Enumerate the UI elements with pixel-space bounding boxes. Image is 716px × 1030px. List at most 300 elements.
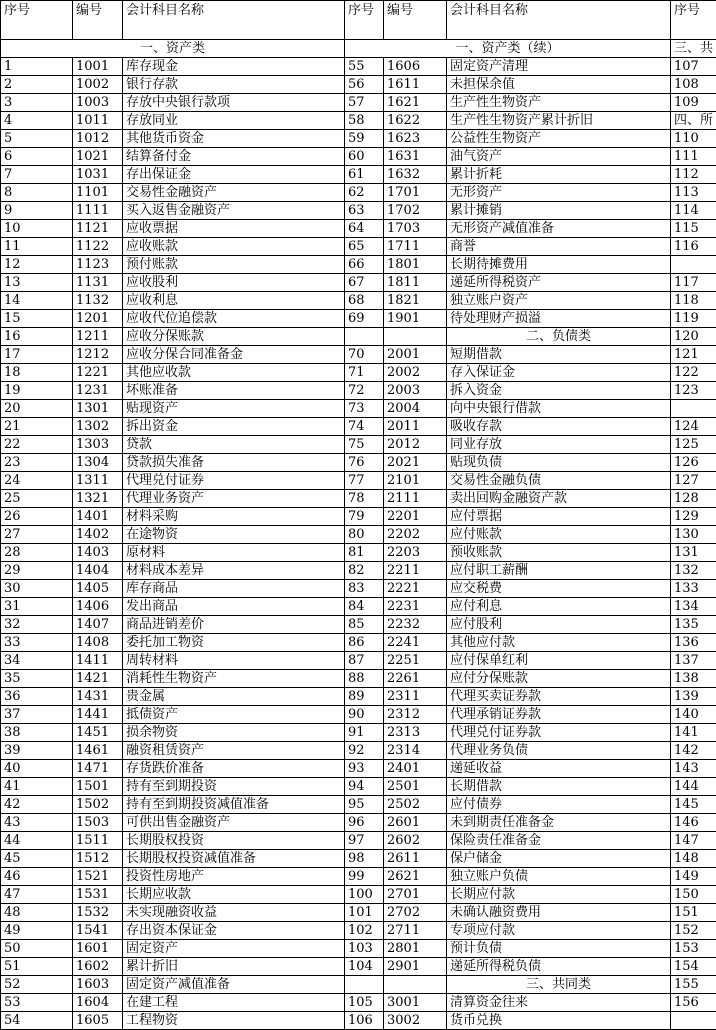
cell-code: 1901: [384, 310, 447, 328]
table-row: [1, 742, 716, 760]
cell-seq: 43: [1, 814, 73, 832]
cell-seq: 48: [1, 904, 73, 922]
cell-name: 应收票据: [123, 220, 345, 238]
cell-seq: 110: [671, 130, 716, 148]
cell-seq: 67: [345, 274, 384, 292]
cell-code: 1401: [73, 508, 123, 526]
cell-name: 长期应收款: [123, 886, 345, 904]
cell-seq: 84: [345, 598, 384, 616]
cell-seq: 124: [671, 418, 716, 436]
table-row: [1, 850, 716, 868]
cell-code: 1001: [73, 58, 123, 76]
cell-name: 贴现负债: [447, 454, 671, 472]
cell-seq: 117: [671, 274, 716, 292]
cell-seq: 77: [345, 472, 384, 490]
cell-code: 1521: [73, 868, 123, 886]
cell-seq: 121: [671, 346, 716, 364]
cell-seq: 16: [1, 328, 73, 346]
cell-name: 代理业务负债: [447, 742, 671, 760]
cell-seq: 37: [1, 706, 73, 724]
cell-code: 1604: [73, 994, 123, 1012]
cell-name: 应收账款: [123, 238, 345, 256]
cell-seq: 131: [671, 544, 716, 562]
section-assets-continued: 一、资产类（续）: [345, 40, 671, 58]
cell-name: 损余物资: [123, 724, 345, 742]
cell-seq: 100: [345, 886, 384, 904]
cell-code: 2313: [384, 724, 447, 742]
cell-name: 独立账户负债: [447, 868, 671, 886]
cell-name: 可供出售金融资产: [123, 814, 345, 832]
cell-seq: [671, 400, 716, 418]
cell-name: 应收分保账款: [123, 328, 345, 346]
cell-code: 1406: [73, 598, 123, 616]
cell-seq: 53: [1, 994, 73, 1012]
cell-seq: 23: [1, 454, 73, 472]
cell-seq: 89: [345, 688, 384, 706]
cell-seq: 71: [345, 364, 384, 382]
cell-seq: 21: [1, 418, 73, 436]
cell-code: 2311: [384, 688, 447, 706]
cell-seq: 70: [345, 346, 384, 364]
cell-seq: 120: [671, 328, 716, 346]
cell-name: 同业存放: [447, 436, 671, 454]
cell-seq: 85: [345, 616, 384, 634]
cell-seq: 80: [345, 526, 384, 544]
cell-seq: [671, 1012, 716, 1030]
cell-name: 未担保余值: [447, 76, 671, 94]
cell-name: 长期股权投资: [123, 832, 345, 850]
cell-seq: 143: [671, 760, 716, 778]
table-row: [1, 526, 716, 544]
header-code: 编号: [73, 1, 123, 40]
table-row: [1, 1012, 716, 1030]
cell-seq: 139: [671, 688, 716, 706]
cell-seq: 1: [1, 58, 73, 76]
section-assets: 一、资产类: [1, 40, 345, 58]
table-row: [1, 598, 716, 616]
table-row: [1, 958, 716, 976]
cell-seq: 8: [1, 184, 73, 202]
cell-seq: 45: [1, 850, 73, 868]
cell-seq: 4: [1, 112, 73, 130]
cell-code: 1471: [73, 760, 123, 778]
cell-seq: 60: [345, 148, 384, 166]
cell-name: 其他应收款: [123, 364, 345, 382]
section-owner-col3: 四、所: [671, 112, 716, 130]
cell-seq: 102: [345, 922, 384, 940]
cell-seq: 130: [671, 526, 716, 544]
cell-seq: 136: [671, 634, 716, 652]
cell-code: 1451: [73, 724, 123, 742]
cell-seq: 137: [671, 652, 716, 670]
section-common-col3: 三、共: [671, 40, 716, 58]
cell-seq: 104: [345, 958, 384, 976]
cell-code: 1311: [73, 472, 123, 490]
cell-seq: 93: [345, 760, 384, 778]
cell-seq: 96: [345, 814, 384, 832]
cell-seq: 145: [671, 796, 716, 814]
table-row: [1, 544, 716, 562]
cell-code: 2711: [384, 922, 447, 940]
cell-name: 存入保证金: [447, 364, 671, 382]
cell-seq: 155: [671, 976, 716, 994]
cell-seq: 13: [1, 274, 73, 292]
cell-seq: 54: [1, 1012, 73, 1030]
cell-code: 2012: [384, 436, 447, 454]
cell-name: 周转材料: [123, 652, 345, 670]
cell-seq: 17: [1, 346, 73, 364]
cell-code: 2701: [384, 886, 447, 904]
table-row: [1, 706, 716, 724]
cell-seq: 47: [1, 886, 73, 904]
cell-code: 2611: [384, 850, 447, 868]
cell-code: 2314: [384, 742, 447, 760]
cell-seq: 51: [1, 958, 73, 976]
cell-seq: 19: [1, 382, 73, 400]
cell-name: 无形资产: [447, 184, 671, 202]
table-row: [1, 796, 716, 814]
cell-name: 向中央银行借款: [447, 400, 671, 418]
cell-name: 坏账准备: [123, 382, 345, 400]
cell-code: 2221: [384, 580, 447, 598]
header-seq: 序号: [1, 1, 73, 40]
cell-empty: [345, 976, 384, 994]
cell-name: 保户储金: [447, 850, 671, 868]
cell-seq: 108: [671, 76, 716, 94]
cell-seq: 116: [671, 238, 716, 256]
cell-code: 1603: [73, 976, 123, 994]
cell-name: 应收代位追偿款: [123, 310, 345, 328]
cell-code: 2241: [384, 634, 447, 652]
cell-seq: 112: [671, 166, 716, 184]
cell-code: 3001: [384, 994, 447, 1012]
cell-name: 应付股利: [447, 616, 671, 634]
cell-seq: 88: [345, 670, 384, 688]
cell-code: 1221: [73, 364, 123, 382]
cell-seq: 59: [345, 130, 384, 148]
cell-name: 其他应付款: [447, 634, 671, 652]
cell-seq: 109: [671, 94, 716, 112]
cell-seq: 122: [671, 364, 716, 382]
table-row: [1, 418, 716, 436]
table-row: [1, 436, 716, 454]
cell-code: 1101: [73, 184, 123, 202]
cell-code: 2232: [384, 616, 447, 634]
cell-code: 1503: [73, 814, 123, 832]
table-row: [1, 634, 716, 652]
table-row: [1, 112, 716, 130]
cell-code: 1703: [384, 220, 447, 238]
table-row: [1, 832, 716, 850]
cell-code: 2202: [384, 526, 447, 544]
cell-seq: 99: [345, 868, 384, 886]
cell-seq: 101: [345, 904, 384, 922]
cell-name: 存出保证金: [123, 166, 345, 184]
cell-seq: 14: [1, 292, 73, 310]
table-row: [1, 76, 716, 94]
cell-code: 1411: [73, 652, 123, 670]
cell-seq: 33: [1, 634, 73, 652]
cell-name: 商誉: [447, 238, 671, 256]
cell-code: 3002: [384, 1012, 447, 1030]
cell-code: 1123: [73, 256, 123, 274]
cell-seq: [671, 256, 716, 274]
cell-code: 1821: [384, 292, 447, 310]
cell-seq: 79: [345, 508, 384, 526]
cell-seq: 106: [345, 1012, 384, 1030]
cell-name: 固定资产: [123, 940, 345, 958]
header-code-2: 编号: [384, 1, 447, 40]
cell-seq: 146: [671, 814, 716, 832]
cell-code: 2021: [384, 454, 447, 472]
cell-code: 2401: [384, 760, 447, 778]
cell-seq: 78: [345, 490, 384, 508]
cell-seq: 35: [1, 670, 73, 688]
cell-code: 2621: [384, 868, 447, 886]
cell-seq: 62: [345, 184, 384, 202]
cell-name: 交易性金融负债: [447, 472, 671, 490]
cell-name: 材料成本差异: [123, 562, 345, 580]
cell-seq: 50: [1, 940, 73, 958]
cell-seq: 28: [1, 544, 73, 562]
cell-seq: 135: [671, 616, 716, 634]
cell-code: 2002: [384, 364, 447, 382]
cell-seq: 44: [1, 832, 73, 850]
table-row: [1, 256, 716, 274]
cell-name: 应付保单红利: [447, 652, 671, 670]
cell-name: 清算资金往来: [447, 994, 671, 1012]
cell-code: 1012: [73, 130, 123, 148]
cell-code: 1231: [73, 382, 123, 400]
cell-code: 1321: [73, 490, 123, 508]
cell-name: 代理兑付证券款: [447, 724, 671, 742]
cell-seq: 114: [671, 202, 716, 220]
section-row: [1, 40, 716, 58]
cell-name: 存出资本保证金: [123, 922, 345, 940]
cell-seq: 153: [671, 940, 716, 958]
cell-code: 1511: [73, 832, 123, 850]
cell-code: 1532: [73, 904, 123, 922]
cell-seq: 22: [1, 436, 73, 454]
cell-seq: 34: [1, 652, 73, 670]
cell-name: 固定资产清理: [447, 58, 671, 76]
cell-code: 1011: [73, 112, 123, 130]
table-row: [1, 328, 716, 346]
cell-seq: 140: [671, 706, 716, 724]
cell-code: 1301: [73, 400, 123, 418]
cell-name: 应付职工薪酬: [447, 562, 671, 580]
cell-name: 应收利息: [123, 292, 345, 310]
cell-name: 保险责任准备金: [447, 832, 671, 850]
cell-name: 发出商品: [123, 598, 345, 616]
cell-name: 未实现融资收益: [123, 904, 345, 922]
cell-code: 1502: [73, 796, 123, 814]
cell-code: 1622: [384, 112, 447, 130]
cell-empty: [384, 976, 447, 994]
cell-seq: 94: [345, 778, 384, 796]
cell-code: 2003: [384, 382, 447, 400]
cell-seq: 41: [1, 778, 73, 796]
cell-name: 在建工程: [123, 994, 345, 1012]
cell-seq: 91: [345, 724, 384, 742]
table-row: [1, 238, 716, 256]
cell-code: 1407: [73, 616, 123, 634]
table-row: [1, 130, 716, 148]
cell-code: 1403: [73, 544, 123, 562]
cell-name: 累计摊销: [447, 202, 671, 220]
cell-seq: 126: [671, 454, 716, 472]
cell-seq: 125: [671, 436, 716, 454]
cell-name: 代理承销证券款: [447, 706, 671, 724]
cell-seq: 144: [671, 778, 716, 796]
cell-code: 1201: [73, 310, 123, 328]
cell-code: 1711: [384, 238, 447, 256]
cell-code: 1303: [73, 436, 123, 454]
cell-seq: 30: [1, 580, 73, 598]
cell-seq: 142: [671, 742, 716, 760]
cell-seq: 127: [671, 472, 716, 490]
cell-code: 1122: [73, 238, 123, 256]
cell-seq: 82: [345, 562, 384, 580]
cell-seq: 73: [345, 400, 384, 418]
cell-name: 预收账款: [447, 544, 671, 562]
cell-seq: 154: [671, 958, 716, 976]
cell-name: 生产性生物资产: [447, 94, 671, 112]
cell-code: 1631: [384, 148, 447, 166]
cell-seq: 87: [345, 652, 384, 670]
table-row: [1, 994, 716, 1012]
cell-name: 货币兑换: [447, 1012, 671, 1030]
cell-seq: 39: [1, 742, 73, 760]
cell-seq: 18: [1, 364, 73, 382]
table-row: [1, 472, 716, 490]
cell-code: 2004: [384, 400, 447, 418]
table-row: [1, 490, 716, 508]
cell-code: 1121: [73, 220, 123, 238]
cell-seq: 31: [1, 598, 73, 616]
cell-seq: 26: [1, 508, 73, 526]
cell-name: 贵金属: [123, 688, 345, 706]
cell-seq: 56: [345, 76, 384, 94]
cell-seq: 103: [345, 940, 384, 958]
cell-seq: 151: [671, 904, 716, 922]
cell-code: 1304: [73, 454, 123, 472]
cell-name: 应交税费: [447, 580, 671, 598]
cell-code: 2011: [384, 418, 447, 436]
cell-name: 固定资产减值准备: [123, 976, 345, 994]
cell-name: 存放同业: [123, 112, 345, 130]
table-row: [1, 562, 716, 580]
cell-name: 存货跌价准备: [123, 760, 345, 778]
cell-code: 1441: [73, 706, 123, 724]
cell-code: 1405: [73, 580, 123, 598]
table-row: [1, 652, 716, 670]
cell-seq: 133: [671, 580, 716, 598]
cell-seq: 46: [1, 868, 73, 886]
cell-seq: 36: [1, 688, 73, 706]
table-row: [1, 724, 716, 742]
section-common: 三、共同类: [447, 976, 671, 994]
cell-code: 1031: [73, 166, 123, 184]
table-row: [1, 670, 716, 688]
cell-name: 贷款: [123, 436, 345, 454]
cell-code: 1021: [73, 148, 123, 166]
cell-name: 贷款损失准备: [123, 454, 345, 472]
table-row: [1, 364, 716, 382]
cell-code: 1461: [73, 742, 123, 760]
cell-seq: 149: [671, 868, 716, 886]
cell-name: 预计负债: [447, 940, 671, 958]
header-seq-3: 序号: [671, 1, 716, 40]
cell-seq: 38: [1, 724, 73, 742]
header-seq-2: 序号: [345, 1, 384, 40]
cell-code: 1621: [384, 94, 447, 112]
cell-empty: [345, 328, 384, 346]
table-row: [1, 814, 716, 832]
table-row: [1, 580, 716, 598]
cell-name: 代理兑付证券: [123, 472, 345, 490]
cell-code: 2702: [384, 904, 447, 922]
cell-seq: 68: [345, 292, 384, 310]
cell-name: 融资租赁资产: [123, 742, 345, 760]
table-row: [1, 310, 716, 328]
cell-name: 长期股权投资减值准备: [123, 850, 345, 868]
cell-name: 消耗性生物资产: [123, 670, 345, 688]
cell-code: 1701: [384, 184, 447, 202]
cell-name: 交易性金融资产: [123, 184, 345, 202]
cell-code: 1602: [73, 958, 123, 976]
cell-code: 2001: [384, 346, 447, 364]
cell-seq: 83: [345, 580, 384, 598]
cell-name: 长期待摊费用: [447, 256, 671, 274]
cell-name: 应付账款: [447, 526, 671, 544]
cell-seq: 156: [671, 994, 716, 1012]
section-liabilities: 二、负债类: [447, 328, 671, 346]
cell-seq: 129: [671, 508, 716, 526]
table-row: [1, 94, 716, 112]
cell-seq: 76: [345, 454, 384, 472]
cell-seq: 72: [345, 382, 384, 400]
table-row: [1, 292, 716, 310]
cell-code: 1431: [73, 688, 123, 706]
cell-code: 2501: [384, 778, 447, 796]
cell-name: 材料采购: [123, 508, 345, 526]
table-row: [1, 166, 716, 184]
cell-name: 长期借款: [447, 778, 671, 796]
cell-code: 1632: [384, 166, 447, 184]
cell-name: 应付分保账款: [447, 670, 671, 688]
cell-name: 投资性房地产: [123, 868, 345, 886]
cell-name: 长期应付款: [447, 886, 671, 904]
cell-seq: 128: [671, 490, 716, 508]
cell-name: 应收分保合同准备金: [123, 346, 345, 364]
cell-name: 银行存款: [123, 76, 345, 94]
cell-name: 短期借款: [447, 346, 671, 364]
cell-code: 2261: [384, 670, 447, 688]
cell-name: 库存商品: [123, 580, 345, 598]
cell-seq: 24: [1, 472, 73, 490]
table-row: [1, 220, 716, 238]
cell-name: 专项应付款: [447, 922, 671, 940]
table-row: [1, 454, 716, 472]
cell-seq: 58: [345, 112, 384, 130]
cell-name: 工程物资: [123, 1012, 345, 1030]
cell-seq: 97: [345, 832, 384, 850]
table-row: [1, 400, 716, 418]
cell-code: 1302: [73, 418, 123, 436]
cell-seq: 15: [1, 310, 73, 328]
cell-seq: 6: [1, 148, 73, 166]
